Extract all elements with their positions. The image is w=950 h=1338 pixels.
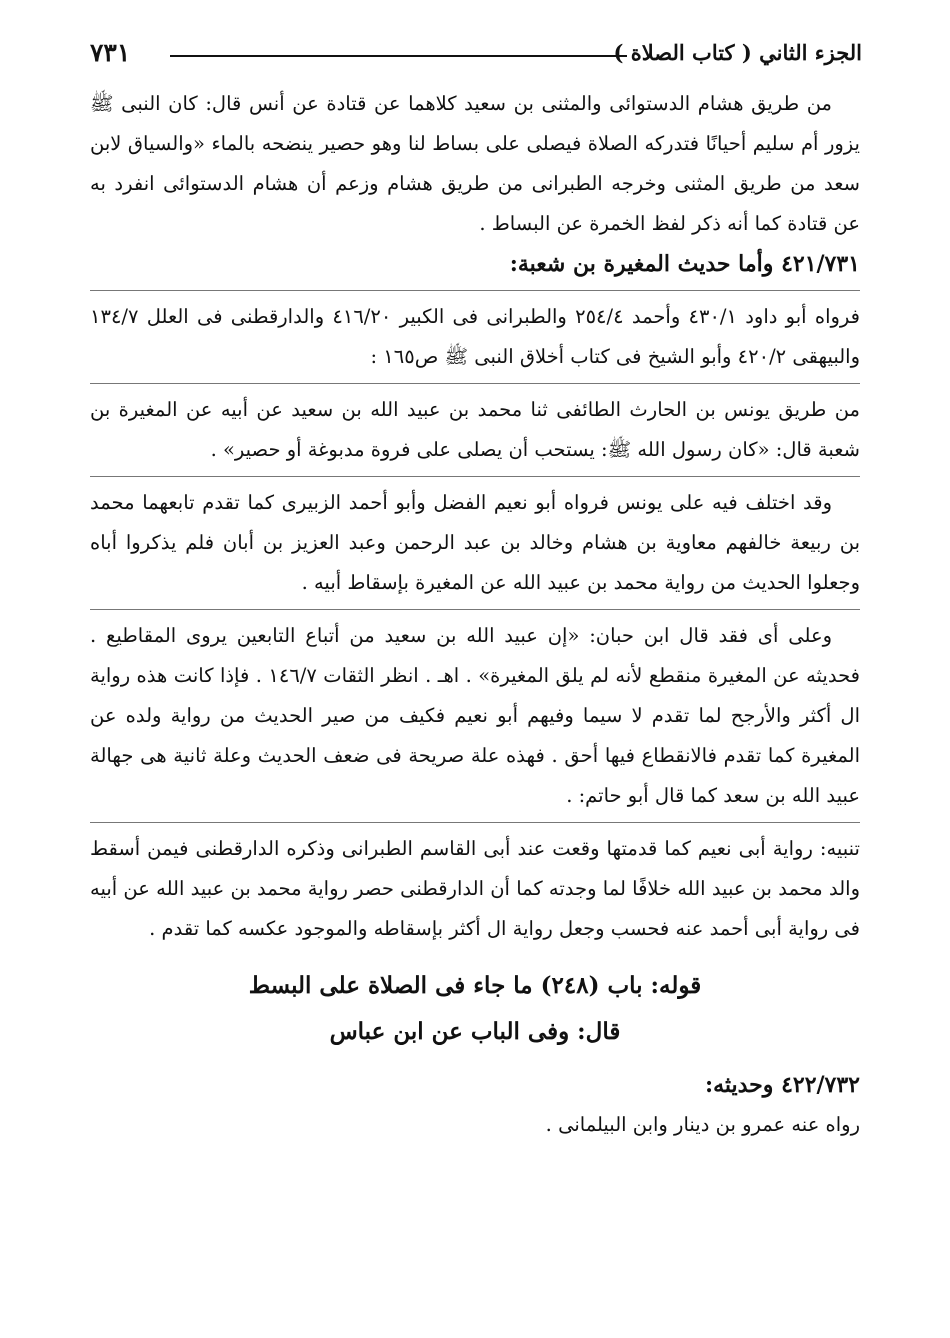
page-header bbox=[90, 38, 862, 72]
body-text bbox=[90, 84, 860, 1145]
divider bbox=[90, 476, 860, 477]
paragraph-6: تنبيه: رواية أبى نعيم كما قدمتها وقعت عند أبى القاسم الطبرانى وذكره الدارقطنى فيمن أسقط والد محمد بن عبيد الله خلافًا لما وجدته كما أن الدارقطنى حصر رواية محمد بن عبيد الله عن أبيه فى رواية أبى أحمد عنه فحسب وجعل رواية ال أكثر بإسقاطه والموجود عكسه كما تقدم . bbox=[90, 837, 860, 940]
paragraph-4: وقد اختلف فيه على يونس فرواه أبو نعيم الفضل وأبو أحمد الزبيرى كما تقدم تابعهما محمد بن ربيعة خالفهم معاوية بن هشام وخالد بن عبد الرحمن وعبد العزيز بن أبان فلم يذكروا أباه وجعلوا الحديث من رواية محمد بن عبيد الله عن المغيرة بإسقاط أبيه . bbox=[90, 491, 860, 594]
spacer bbox=[90, 1055, 860, 1065]
paragraph-3: من طريق يونس بن الحارث الطائفى ثنا محمد بن عبيد الله بن سعيد عن أبيه عن المغيرة بن شعبة قال: «كان رسول الله ﷺ: يستحب أن يصلى على فروة مدبوغة أو حصير» . bbox=[90, 398, 860, 461]
divider bbox=[90, 822, 860, 823]
paragraph-1: من طريق هشام الدستوائى والمثنى بن سعيد كلاهما عن قتادة عن أنس قال: كان النبى ﷺ يزور أم سليم أحيانًا فتدركه الصلاة فيصلى على بساط لنا وهو حصير ينضحه بالماء «والسياق لابن سعد من طريق المثنى وخرجه الطبرانى من طريق هشام وزعم أن هشام الدستوائى انفرد به عن قتادة كما أنه ذكر لفظ الخمرة عن البساط . bbox=[90, 92, 860, 235]
entry-heading-422: ٤٢٢/٧٣٢ وحديثه: bbox=[704, 1072, 860, 1098]
header-rule bbox=[170, 55, 627, 57]
page-number: ٧٣١ bbox=[90, 38, 131, 67]
running-title: الجزء الثاني ( كتاب الصلاة ) bbox=[613, 40, 862, 65]
divider bbox=[90, 383, 860, 384]
divider bbox=[90, 609, 860, 610]
divider bbox=[90, 290, 860, 291]
chapter-heading: قوله: باب (٢٤٨) ما جاء فى الصلاة على البسط bbox=[248, 972, 702, 999]
chapter-subheading: قال: وفى الباب عن ابن عباس bbox=[329, 1018, 621, 1045]
paragraph-5: وعلى أى فقد قال ابن حبان: «إن عبيد الله بن سعيد من أتباع التابعين يروى المقاطيع . فحديثه عن المغيرة منقطع لأنه لم يلق المغيرة» . اهـ . انظر الثقات ١٤٦/٧ . فإذا كانت هذه رواية ال أكثر والأرجح لما تقدم لا سيما وفيهم أبو نعيم فكيف من صير الحديث من رواية ولده عن المغيرة كما تقدم فالانقطاع فيها أحق . فهذه علة صريحة فى ضعف الحديث وعلة ثانية هى جهالة عبيد الله بن سعد كما قال أبو حاتم: . bbox=[90, 624, 860, 807]
paragraph-7: رواه عنه عمرو بن دينار وابن البيلمانى . bbox=[545, 1113, 860, 1136]
paragraph-2: فرواه أبو داود ٤٣٠/١ وأحمد ٢٥٤/٤ والطبرانى فى الكبير ٤١٦/٢٠ والدارقطنى فى العلل ١٣٤/٧ والبيهقى ٤٢٠/٢ وأبو الشيخ فى كتاب أخلاق النبى ﷺ ص١٦٥ : bbox=[90, 305, 860, 368]
entry-heading-421: ٤٢١/٧٣١ وأما حديث المغيرة بن شعبة: bbox=[509, 251, 860, 277]
